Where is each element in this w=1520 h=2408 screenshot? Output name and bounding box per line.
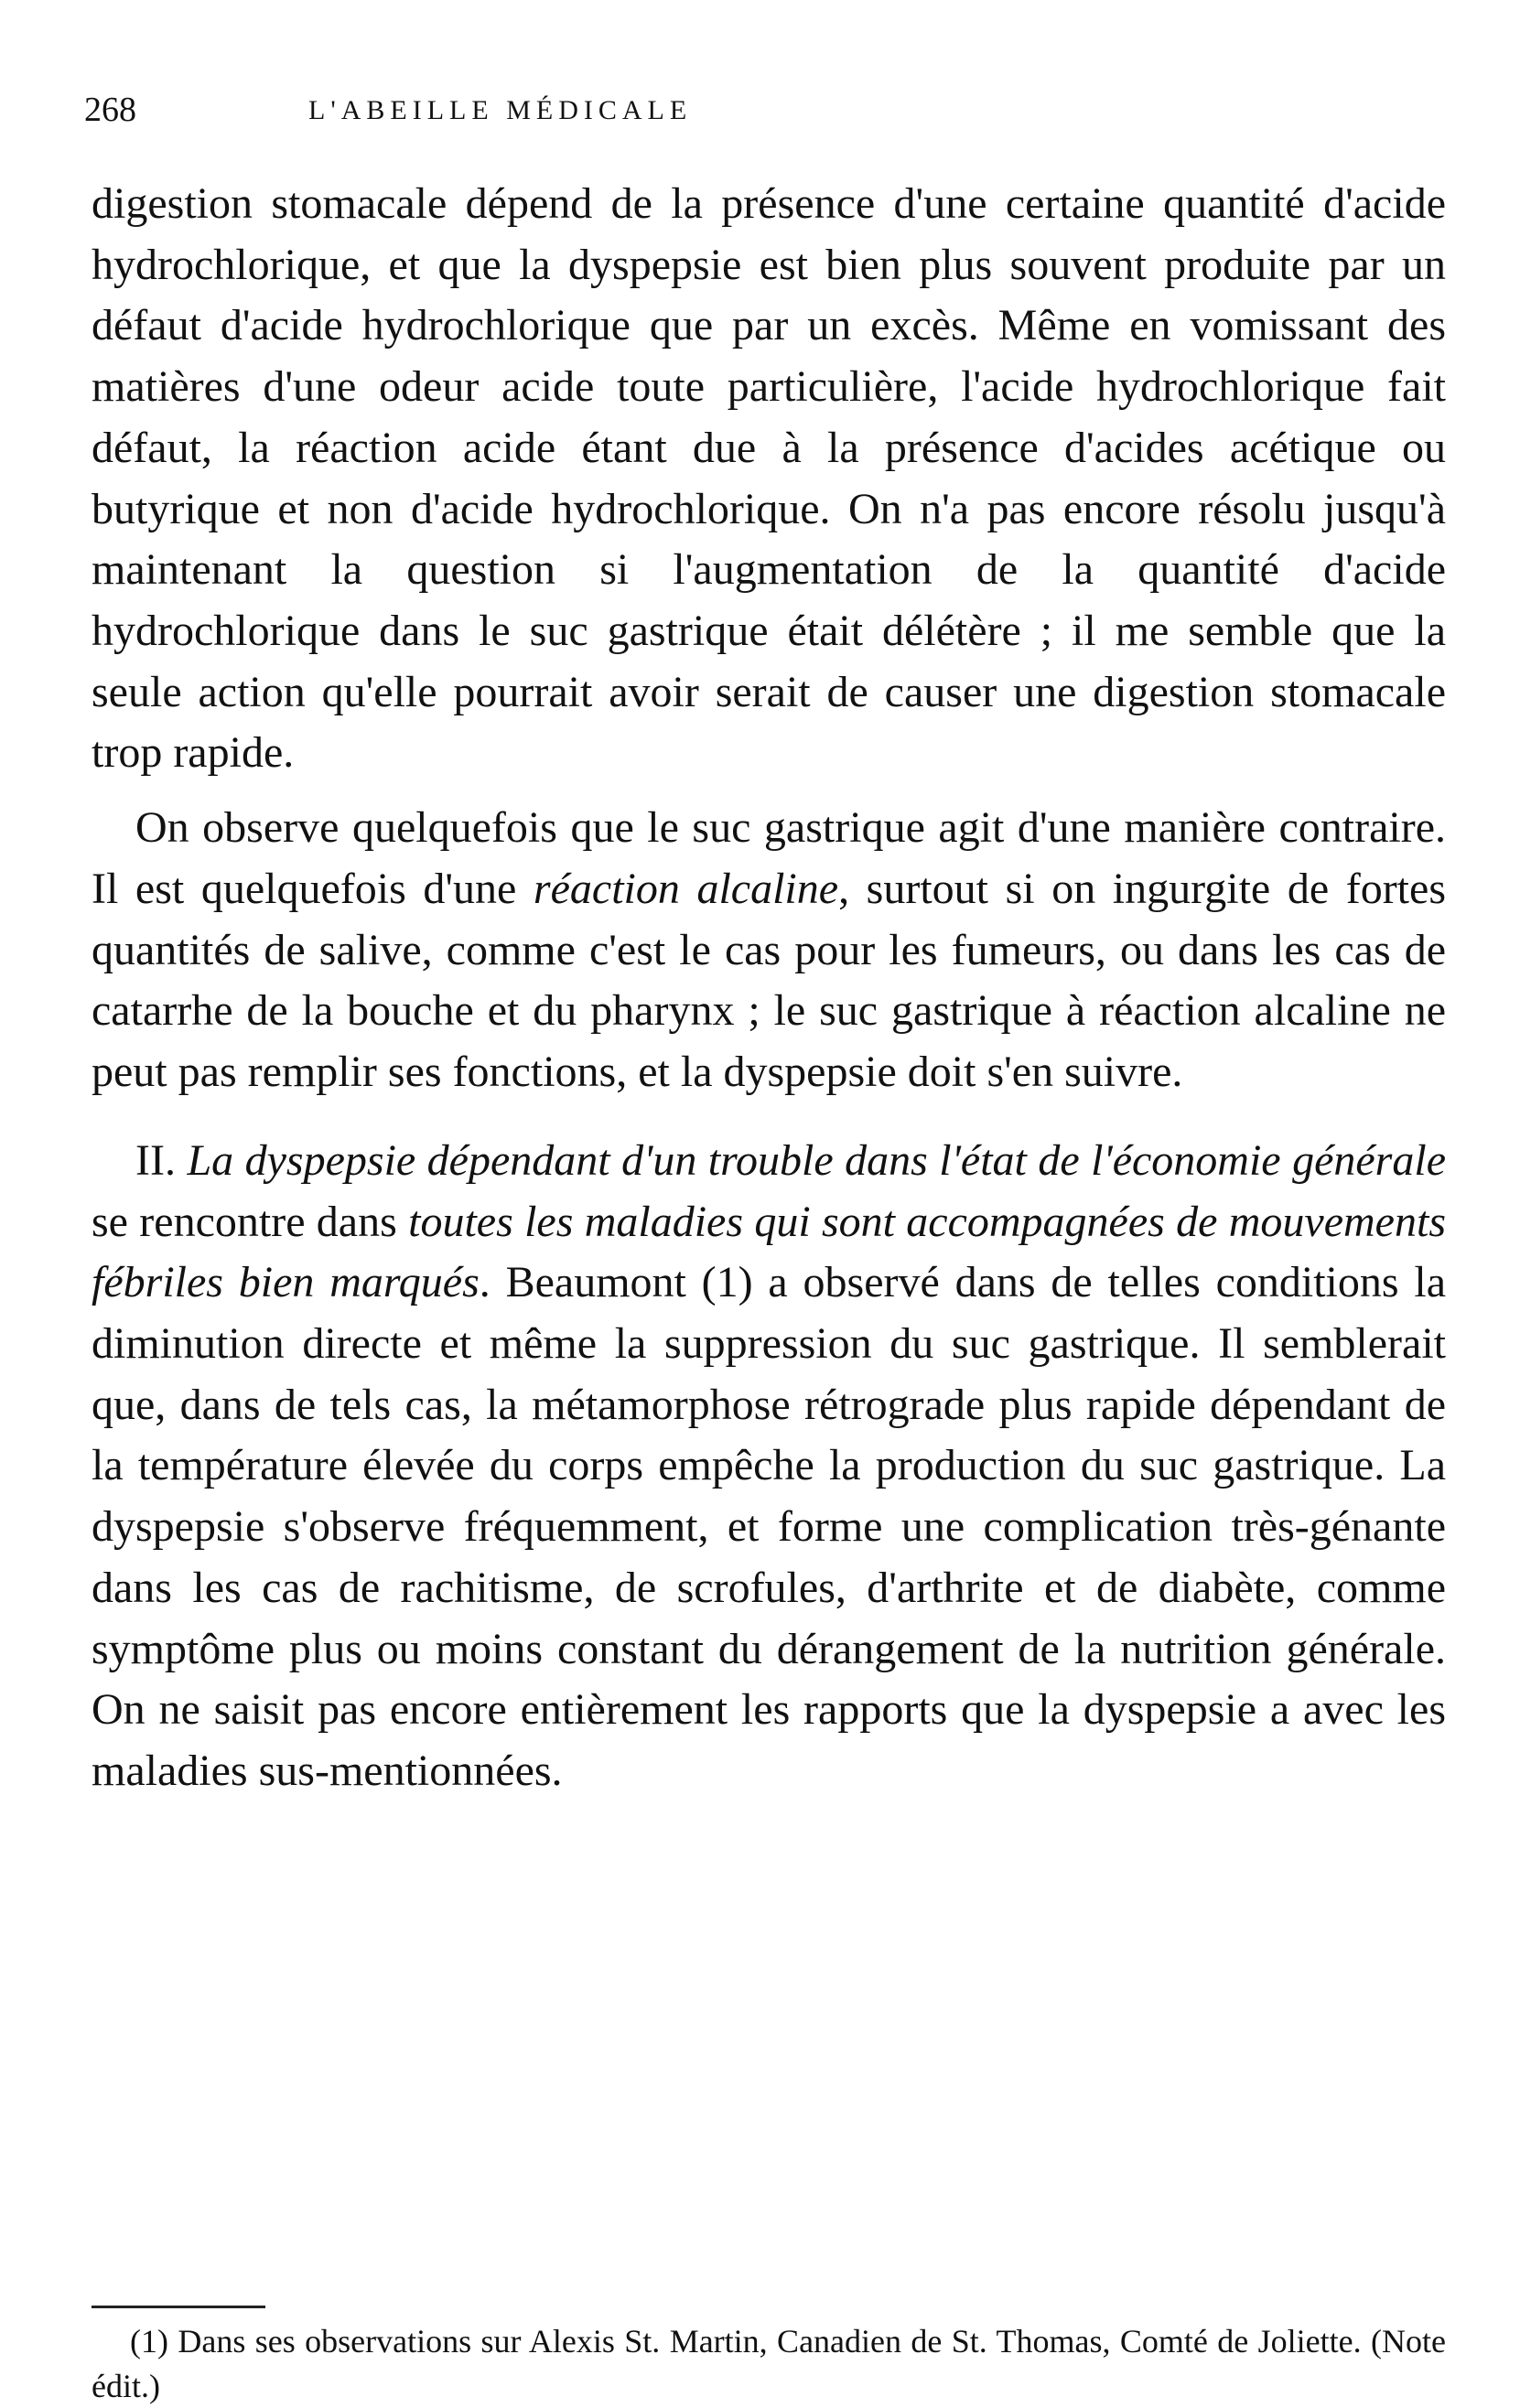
footnote-divider <box>92 2306 265 2308</box>
paragraph-3-italic-heading: La dyspepsie dépendant d'un trouble dans l'état de l'économie générale <box>187 1135 1446 1185</box>
running-title: L'ABEILLE MÉDICALE <box>308 95 693 125</box>
page-number: 268 <box>84 91 136 129</box>
paragraph-3 <box>92 1131 1446 1802</box>
body-text <box>92 174 1446 1802</box>
paragraph-2-end: , surtout si on ingurgite de fortes quantités de salive, comme c'est le cas pour les fumeurs, ou dans les cas de catarrhe de la bouche et du pharynx ; le suc gastrique à réaction alcaline ne peut pas remplir ses fonctions, et la dyspepsie doit s'en suivre. <box>92 864 1446 1097</box>
paragraph-3-italic-phrase: toutes les maladies qui sont accompagnées de mouvements fébriles bien marqués <box>92 1197 1447 1307</box>
footnote: (1) Dans ses observations sur Alexis St. Martin, Canadien de St. Thomas, Comté de Joliette. (Note édit.) <box>92 2323 1446 2404</box>
paragraph-3-rest: . Beaumont (1) a observé dans de telles conditions la diminution directe et même la suppression du suc gastrique. Il semblerait que, dans de tels cas, la métamorphose rétrograde plus rapide dépendant de la température élevée du corps empêche la production du suc gastrique. La dyspepsie s'observe fréquemment, et forme une complication très-génante dans les cas de rachitisme, de scrofules, d'arthrite et de diabète, comme symptôme plus ou moins constant du dérangement de la nutrition générale. On ne saisit pas encore entièrement les rapports que la dyspepsie a avec les maladies sus-mentionnées. <box>92 1258 1446 1795</box>
page-header <box>84 90 981 154</box>
paragraph-2-italic: réaction alcaline <box>533 864 839 913</box>
paragraph-2 <box>92 798 1446 1103</box>
paragraph-3-lead: II. <box>135 1135 188 1185</box>
paragraph-1: digestion stomacale dépend de la présence d'une certaine quantité d'acide hydrochlorique, et que la dyspepsie est bien plus souvent produite par un défaut d'acide hydrochlorique que par un excès. Même en vomissant des matières d'une odeur acide toute particulière, l'acide hydrochlorique fait défaut, la réaction acide étant due à la présence d'acides acétique ou butyrique et non d'acide hydrochlorique. On n'a pas encore résolu jusqu'à maintenant la question si l'augmentation de la quantité d'acide hydrochlorique dans le suc gastrique était délétère ; il me semble que la seule action qu'elle pourrait avoir serait de causer une digestion stomacale trop rapide. <box>92 179 1446 778</box>
paragraph-3-connector: se rencontre dans <box>92 1197 409 1246</box>
paragraph-2-start: On observe quelquefois que le suc gastrique agit d'une manière contraire. Il est quelquefois d'une <box>92 803 1446 913</box>
